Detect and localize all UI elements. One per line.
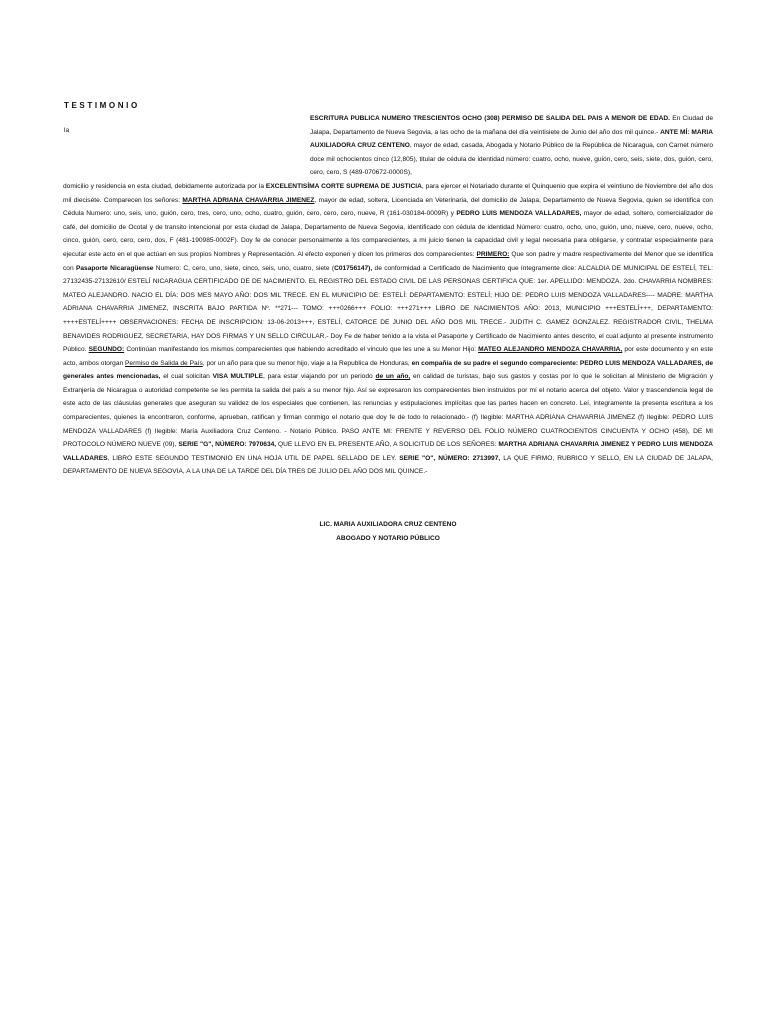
text-segment: , mayor de edad, soltera, Licenciada en Veterinaria, del domicilio de Jalapa, Departamento de Nueva Segovia, quien se identifica con Cédula Numero: uno, seis, uno, guión, cero, tres, cero, uno, ocho, cuatro, guión, cero, cero, cero, nueve, R (161-030184-0009R) y [63,196,713,218]
text-segment: en calidad de turistas, bajo sus gastos y costas por lo que le solicitan al Ministerio de Migración y Extranjería de Nicaragua o autoridad competente se les permita la salida del país a su menor hijo. Así se expresaron los comparecientes bien instruidos por mí el notario acerca del objeto. Valor y trascendencia legal de este acto de las cláusulas generales que aseguran su validez de los especiales que contienen, las renuncias y estipulaciones implícitas que las partes hacen en concreto. Leí, íntegramente la presenta escritura a los comparecientes, quienes la encontraron, conforme, aprueban, ratifican y firman conmigo el notario que doy fe de todo lo relacionado.- (f) Ilegible: MARTHA ADRIANA CHAVARRIA JIMENEZ (f) Ilegible: PEDRO LUIS MENDOZA VALLADARES (f) Ilegible: María Auxiliadora Cruz Centeno. - Notario Público. PASO ANTE MI: FRENTE Y REVERSO DEL FOLIO NÚMERO CUATROCIENTOS CINCUENTA Y OCHO (458), DE MI PROTOCOLO NÚMERO NUEVE (09), [63,373,714,449]
companion-clause: en compañía de su padre el segundo compareciente: PEDRO LUIS MENDOZA VALLADARES, de generales antes mencionadas, [63,359,713,381]
notary-name: ANTE MÍ: MARIA AUXILIADORA CRUZ CENTENO [310,128,713,150]
deed-body [63,112,713,479]
left-margin-marker: la [64,127,70,134]
text-segment: el cual solicitan [160,373,213,381]
signature-title: ABOGADO Y NOTARIO PÚBLICO [336,535,440,542]
court-name: EXCELENTISÍMA CORTE SUPREMA DE JUSTICIA [265,182,422,190]
text-segment: , para ejercer el Notariado durante el Quinquenio que expira el veintiuno de Noviembre del año dos mil dieciséte. Comparecen los señores: [63,182,713,204]
text-segment: , para estar viajando por un periodo [263,373,376,381]
text-segment: , mayor de edad, casada, Abogada y Notario Público de la República de Nicaragua, con Carnet número doce mil ochocientos cinco (12,805), titular de cédula de identidad número: cuatro, ocho, nueve, guión, cero, seis, siete, dos, guión, cero, cero, cero, S (489-070672-0000S), [310,142,713,177]
passport-label: Pasaporte Nicaragüense [75,264,154,272]
text-segment: QUE LLEVO EN EL PRESENTE AÑO, A SOLICITUD DE LOS SEÑORES: [276,441,499,449]
deed-title: ESCRITURA PUBLICA NUMERO TRESCIENTOS OCHO (308) PERMISO DE SALIDA DEL PAIS A MENOR DE EDAD. [310,115,671,122]
passport-number: C01756147), [334,264,373,272]
father-name: PEDRO LUIS MENDOZA VALLADARES, [456,210,582,218]
text-segment: de conformidad a Certificado de Nacimiento que íntegramente dice: ALCALDIA DE MUNICIPAL DE ESTELÍ, TEL: 27132435-27132610/ ESTELÍ NICARAGUA CERTIFICADO DE DE NACIMIENTO. EL REGISTRO DEL ESTADO CIVIL DE LAS PERSONAS CERTIFICA QUE: 1er. APELLIDO: MENDOZA. 2do. CHAVARRIA NOMBRES: MATEO ALEJANDRO. NACIO EL DÍA: DOS MES MAYO AÑO: DOS MIL TRECE. EN EL MUNICIPIO DE: ESTELÍ: DEPARTAMENTO: ESTELÍ; HIJO DE: PEDRO LUIS MENDOZA VALLADARES---- MADRE: MARTHA ADRIANA CHAVARRIA JIMENEZ, INSCRITA BAJO PARTIDA Nº. **271--- TOMO: +++0266+++ FOLIO: +++271+++ LIBRO DE NACIMIENTOS AÑO: 2013, MUNICIPIO +++ESTELÍ+++, DEPARTAMENTO: ++++ESTELÍ++++ OBSERVACIONES: FECHA DE INSCRIPCION: 13-06-2013+++, ESTELÍ, CATORCE DE JUNIO DEL AÑO DOS MIL TRECE.- JUDITH C. GAMEZ GONZALEZ. REGISTRADOR CIVIL, THELMA BENAVIDES RODRIGUEZ, SECRETARIA, HAY DOS FIRMAS Y UN SELLO CIRCULAR.- Doy Fe de haber tenido a la vista el Pasaporte y Certificado de Nacimiento antes descrito, el cual adjunto al presente instrumento Público. [63,264,714,354]
text-segment: mayor de edad, soltero, comercializador de café, del domicilio de Ocotal y de transito intencional por esta ciudad de Jalapa, Departamento de Nueva Segovia, identificado con cédula de identidad Número: cuatro, ocho, uno, guión, uno, nueve, cero, nueve, ocho, cinco, guión, cero, cero, cero, dos, F (481-190985-0002F). Doy fe de conocer personalmente a los comparecientes, a mi juicio tienen la capacidad civil y legal necesaria para obligarse, y contratar especialmente para ejecutar este acto en el que actúan en sus propios Nombres y Representación. Al efecto exponen y dicen los primeros dos comparecientes: [63,210,714,258]
clause-primero: PRIMERO: [476,250,510,258]
visa-period: de un año, [375,373,411,381]
text-segment: por este documento y en este acto, ambos otorgan [63,346,713,367]
text-segment: , por un año para que su menor hijo, viaje a la Republica de Honduras, [202,359,412,367]
visa-type: VISA MULTIPLE [212,373,263,381]
serie-o-number: SERIE "O", NÚMERO: 2713997, [399,454,501,462]
text-segment: Numero: C, cero, uno, siete, cinco, seis, uno, cuatro, siete ( [153,264,335,272]
signature-name: LIC. MARIA AUXILIADORA CRUZ CENTENO [319,521,457,528]
serie-g-number: SERIE "G", NÚMERO: 7970634, [178,441,277,449]
clause-segundo: SEGUNDO: [88,346,125,354]
deed-opening-block [310,112,713,180]
text-segment: En Ciudad de Jalapa, Departamento de Nueva Segovia, a las ocho de la mañana del día veintisiete de Junio del año dos mil quince.- [310,115,713,136]
text-segment: LA QUE FIRMO, RUBRICO Y SELLO, EN LA CIUDAD DE JALAPA, DEPARTAMENTO DE NUEVA SEGOVIA, A LA UNA DE LA TARDE DEL DÍA TRES DE JULIO DEL AÑO DOS MIL QUINCE.- [63,454,714,476]
mother-name: MARTHA ADRIANA CHAVARRIA JIMENEZ [182,196,315,204]
requesting-parties: MARTHA ADRIANA CHAVARRIA JIMENEZ Y PEDRO LUIS MENDOZA VALLADARES [63,441,713,462]
deed-main-block [63,180,713,479]
text-segment: domicilio y residencia en esta ciudad, debidamente autorizada por la [63,182,266,190]
text-segment: , LIBRO ESTE SEGUNDO TESTIMONIO EN UNA HOJA UTIL DE PAPEL SELLADO DE LEY. [107,454,400,462]
minor-name: MATEO ALEJANDRO MENDOZA CHAVARRIA, [478,346,623,354]
permit-label: Permiso de Salida de País [125,359,203,367]
text-segment: Continúan manifestando los mismos comparecientes que habiendo acreditado el vinculo que les une a su Menor Hijo: [124,346,479,354]
text-segment: Que son padre y madre respectivamente del Menor que se identifica con [63,250,713,272]
document-heading: TESTIMONIO [64,101,140,110]
